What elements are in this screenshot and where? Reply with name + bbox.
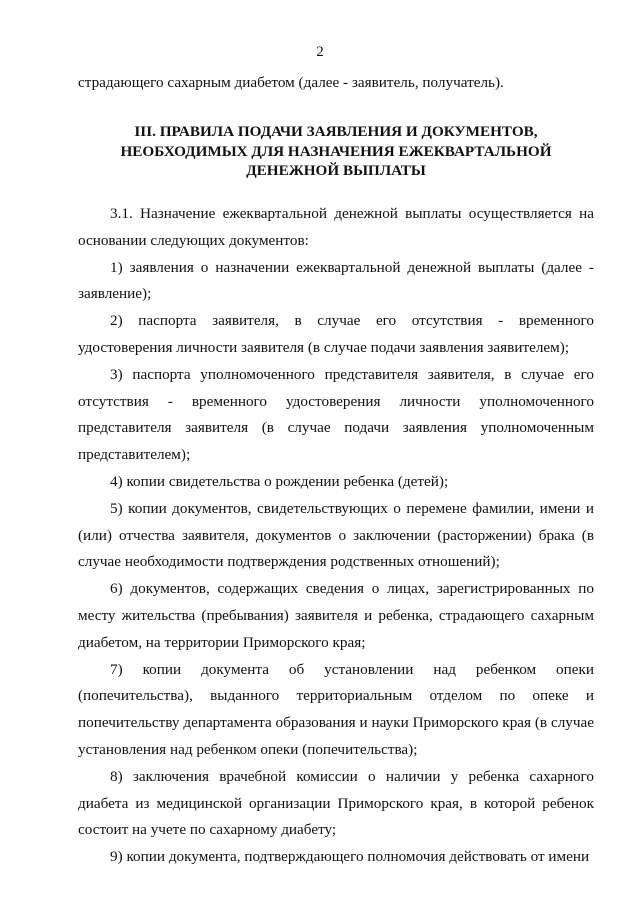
lead-line: страдающего сахарным диабетом (далее - заявитель, получатель). — [78, 74, 504, 91]
list-item-1: 1) заявления о назначении ежеквартальной денежной выплаты (далее - заявление); — [78, 258, 594, 303]
list-item-7: 7) копии документа об установлении над ребенком опеки (попечительства), выданного территориальным отделом по опеке и попечительству департамента образования и науки Приморского края (в случае установления над ребенком опеки (попечительства); — [78, 660, 594, 758]
list-item-3: 3) паспорта уполномоченного представителя заявителя, в случае его отсутствия - временного удостоверения личности уполномоченного представителя заявителя (в случае подачи заявления уполномоченным представителем); — [78, 365, 594, 464]
heading-line: ДЕНЕЖНОЙ ВЫПЛАТЫ — [246, 162, 426, 179]
section-heading — [78, 122, 594, 181]
page-number: 2 — [316, 44, 324, 60]
heading-line: НЕОБХОДИМЫХ ДЛЯ НАЗНАЧЕНИЯ ЕЖЕКВАРТАЛЬНОЙ — [120, 142, 552, 160]
list-item-9: 9) копии документа, подтверждающего полномочия действовать от имени — [110, 848, 590, 866]
list-item-4: 4) копии свидетельства о рождении ребенка (детей); — [110, 472, 449, 490]
section-body — [78, 201, 594, 871]
list-item-2: 2) паспорта заявителя, в случае его отсутствия - временного удостоверения личности заявителя (в случае подачи заявления заявителем); — [78, 312, 594, 356]
list-item-8: 8) заключения врачебной комиссии о наличии у ребенка сахарного диабета из медицинской организации Приморского края, в которой ребенок состоит на учете по сахарному диабету; — [78, 767, 594, 839]
heading-line: III. ПРАВИЛА ПОДАЧИ ЗАЯВЛЕНИЯ И ДОКУМЕНТОВ, — [134, 123, 538, 140]
paragraph-3-1: 3.1. Назначение ежеквартальной денежной выплаты осуществляется на основании следующих документов: — [78, 205, 594, 249]
list-item-5: 5) копии документов, свидетельствующих о перемене фамилии, имени и (или) отчества заявителя, документов о заключении (расторжении) брака (в случае необходимости подтверждения родственных отношений); — [78, 499, 594, 571]
list-item-6: 6) документов, содержащих сведения о лицах, зарегистрированных по месту жительства (пребывания) заявителя и ребенка, страдающего сахарным диабетом, на территории Приморского края; — [78, 580, 594, 651]
